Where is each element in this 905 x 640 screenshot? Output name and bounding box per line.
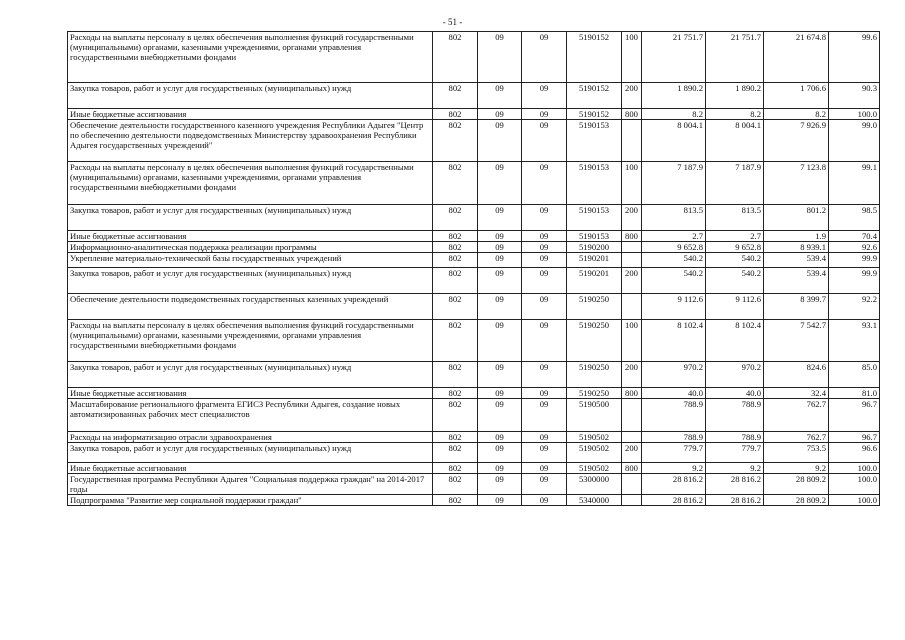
planned-amount-cell: 9 112.6 [642, 294, 706, 320]
ved-code-cell: 802 [433, 399, 478, 432]
table-row [68, 205, 880, 231]
subsection-code-cell: 09 [522, 83, 567, 109]
row-name-cell: Иные бюджетные ассигнования [68, 109, 433, 120]
table-row [68, 294, 880, 320]
table-row [68, 268, 880, 294]
target-article-cell: 5190250 [567, 320, 622, 362]
executed-amount-cell: 7 542.7 [764, 320, 829, 362]
refined-plan-cell: 2.7 [706, 231, 764, 242]
expense-type-cell [622, 120, 642, 162]
refined-plan-cell: 813.5 [706, 205, 764, 231]
planned-amount-cell: 9 652.8 [642, 242, 706, 253]
row-name-cell: Обеспечение деятельности подведомственных государственных казенных учреждений [68, 294, 433, 320]
planned-amount-cell: 813.5 [642, 205, 706, 231]
section-code-cell: 09 [478, 399, 522, 432]
table-row [68, 242, 880, 253]
percent-executed-cell: 96.7 [829, 432, 880, 443]
section-code-cell: 09 [478, 474, 522, 495]
ved-code-cell: 802 [433, 242, 478, 253]
section-code-cell: 09 [478, 362, 522, 388]
budget-table [67, 31, 880, 506]
subsection-code-cell: 09 [522, 268, 567, 294]
subsection-code-cell: 09 [522, 294, 567, 320]
planned-amount-cell: 1 890.2 [642, 83, 706, 109]
executed-amount-cell: 28 809.2 [764, 474, 829, 495]
ved-code-cell: 802 [433, 205, 478, 231]
table-row [68, 474, 880, 495]
target-article-cell: 5190152 [567, 83, 622, 109]
row-name-cell: Закупка товаров, работ и услуг для государственных (муниципальных) нужд [68, 362, 433, 388]
ved-code-cell: 802 [433, 162, 478, 205]
refined-plan-cell: 970.2 [706, 362, 764, 388]
row-name-cell: Закупка товаров, работ и услуг для государственных (муниципальных) нужд [68, 83, 433, 109]
target-article-cell: 5190153 [567, 162, 622, 205]
executed-amount-cell: 28 809.2 [764, 495, 829, 506]
section-code-cell: 09 [478, 242, 522, 253]
percent-executed-cell: 100.0 [829, 109, 880, 120]
planned-amount-cell: 779.7 [642, 443, 706, 463]
table-row [68, 83, 880, 109]
subsection-code-cell: 09 [522, 399, 567, 432]
target-article-cell: 5190502 [567, 463, 622, 474]
planned-amount-cell: 21 751.7 [642, 32, 706, 83]
subsection-code-cell: 09 [522, 320, 567, 362]
table-row [68, 162, 880, 205]
ved-code-cell: 802 [433, 109, 478, 120]
refined-plan-cell: 28 816.2 [706, 474, 764, 495]
expense-type-cell [622, 495, 642, 506]
expense-type-cell: 800 [622, 463, 642, 474]
row-name-cell: Государственная программа Республики Адыгея "Социальная поддержка граждан" на 2014-2017 годы [68, 474, 433, 495]
expense-type-cell: 800 [622, 231, 642, 242]
expense-type-cell [622, 253, 642, 268]
expense-type-cell [622, 399, 642, 432]
ved-code-cell: 802 [433, 32, 478, 83]
table-row [68, 120, 880, 162]
executed-amount-cell: 7 926.9 [764, 120, 829, 162]
section-code-cell: 09 [478, 388, 522, 399]
refined-plan-cell: 779.7 [706, 443, 764, 463]
planned-amount-cell: 8 004.1 [642, 120, 706, 162]
subsection-code-cell: 09 [522, 205, 567, 231]
row-name-cell: Расходы на выплаты персоналу в целях обеспечения выполнения функций государственными (муниципальными) органами, казенными учреждениями, органами управления государственными внебюджетными фондами [68, 162, 433, 205]
table-row [68, 399, 880, 432]
planned-amount-cell: 28 816.2 [642, 495, 706, 506]
ved-code-cell: 802 [433, 231, 478, 242]
expense-type-cell: 200 [622, 205, 642, 231]
target-article-cell: 5190201 [567, 268, 622, 294]
target-article-cell: 5340000 [567, 495, 622, 506]
target-article-cell: 5190153 [567, 205, 622, 231]
table-row [68, 443, 880, 463]
ved-code-cell: 802 [433, 495, 478, 506]
row-name-cell: Обеспечение деятельности государственного казенного учреждения Республики Адыгея "Центр по обеспечению деятельности подведомственных Министерству здравоохранения Республики Адыгея государственных учреждений" [68, 120, 433, 162]
percent-executed-cell: 99.9 [829, 268, 880, 294]
percent-executed-cell: 100.0 [829, 463, 880, 474]
subsection-code-cell: 09 [522, 463, 567, 474]
row-name-cell: Расходы на выплаты персоналу в целях обеспечения выполнения функций государственными (муниципальными) органами, казенными учреждениями, органами управления государственными внебюджетными фондами [68, 320, 433, 362]
row-name-cell: Расходы на выплаты персоналу в целях обеспечения выполнения функций государственными (муниципальными) органами, казенными учреждениями, органами управления государственными внебюджетными фондами [68, 32, 433, 83]
subsection-code-cell: 09 [522, 253, 567, 268]
row-name-cell: Закупка товаров, работ и услуг для государственных (муниципальных) нужд [68, 205, 433, 231]
section-code-cell: 09 [478, 253, 522, 268]
expense-type-cell: 100 [622, 162, 642, 205]
planned-amount-cell: 40.0 [642, 388, 706, 399]
subsection-code-cell: 09 [522, 432, 567, 443]
target-article-cell: 5300000 [567, 474, 622, 495]
ved-code-cell: 802 [433, 388, 478, 399]
section-code-cell: 09 [478, 231, 522, 242]
refined-plan-cell: 540.2 [706, 268, 764, 294]
percent-executed-cell: 99.0 [829, 120, 880, 162]
planned-amount-cell: 540.2 [642, 268, 706, 294]
table-row [68, 320, 880, 362]
target-article-cell: 5190153 [567, 231, 622, 242]
subsection-code-cell: 09 [522, 162, 567, 205]
ved-code-cell: 802 [433, 253, 478, 268]
section-code-cell: 09 [478, 83, 522, 109]
refined-plan-cell: 1 890.2 [706, 83, 764, 109]
ved-code-cell: 802 [433, 120, 478, 162]
target-article-cell: 5190250 [567, 362, 622, 388]
section-code-cell: 09 [478, 495, 522, 506]
refined-plan-cell: 788.9 [706, 432, 764, 443]
refined-plan-cell: 40.0 [706, 388, 764, 399]
section-code-cell: 09 [478, 320, 522, 362]
page-number: - 51 - [442, 17, 463, 27]
ved-code-cell: 802 [433, 320, 478, 362]
refined-plan-cell: 8 004.1 [706, 120, 764, 162]
executed-amount-cell: 824.6 [764, 362, 829, 388]
section-code-cell: 09 [478, 109, 522, 120]
target-article-cell: 5190201 [567, 253, 622, 268]
row-name-cell: Расходы на информатизацию отрасли здравоохранения [68, 432, 433, 443]
planned-amount-cell: 788.9 [642, 399, 706, 432]
ved-code-cell: 802 [433, 83, 478, 109]
row-name-cell: Закупка товаров, работ и услуг для государственных (муниципальных) нужд [68, 268, 433, 294]
percent-executed-cell: 99.6 [829, 32, 880, 83]
refined-plan-cell: 788.9 [706, 399, 764, 432]
planned-amount-cell: 970.2 [642, 362, 706, 388]
table-row [68, 32, 880, 83]
expense-type-cell [622, 474, 642, 495]
ved-code-cell: 802 [433, 294, 478, 320]
target-article-cell: 5190152 [567, 32, 622, 83]
refined-plan-cell: 28 816.2 [706, 495, 764, 506]
planned-amount-cell: 540.2 [642, 253, 706, 268]
refined-plan-cell: 21 751.7 [706, 32, 764, 83]
table-row [68, 432, 880, 443]
refined-plan-cell: 540.2 [706, 253, 764, 268]
refined-plan-cell: 9 112.6 [706, 294, 764, 320]
executed-amount-cell: 539.4 [764, 268, 829, 294]
expense-type-cell [622, 242, 642, 253]
executed-amount-cell: 7 123.8 [764, 162, 829, 205]
table-row [68, 253, 880, 268]
refined-plan-cell: 8.2 [706, 109, 764, 120]
percent-executed-cell: 96.6 [829, 443, 880, 463]
expense-type-cell: 200 [622, 83, 642, 109]
row-name-cell: Иные бюджетные ассигнования [68, 231, 433, 242]
section-code-cell: 09 [478, 294, 522, 320]
ved-code-cell: 802 [433, 443, 478, 463]
expense-type-cell: 200 [622, 362, 642, 388]
planned-amount-cell: 8.2 [642, 109, 706, 120]
row-name-cell: Иные бюджетные ассигнования [68, 463, 433, 474]
expense-type-cell: 200 [622, 268, 642, 294]
ved-code-cell: 802 [433, 432, 478, 443]
ved-code-cell: 802 [433, 362, 478, 388]
executed-amount-cell: 1.9 [764, 231, 829, 242]
table-row [68, 231, 880, 242]
subsection-code-cell: 09 [522, 231, 567, 242]
row-name-cell: Закупка товаров, работ и услуг для государственных (муниципальных) нужд [68, 443, 433, 463]
target-article-cell: 5190153 [567, 120, 622, 162]
subsection-code-cell: 09 [522, 120, 567, 162]
percent-executed-cell: 100.0 [829, 474, 880, 495]
section-code-cell: 09 [478, 205, 522, 231]
row-name-cell: Масштабирование регионального фрагмента ЕГИСЗ Республики Адыгея, создание новых автоматизированных рабочих мест специалистов [68, 399, 433, 432]
percent-executed-cell: 100.0 [829, 495, 880, 506]
section-code-cell: 09 [478, 443, 522, 463]
executed-amount-cell: 9.2 [764, 463, 829, 474]
executed-amount-cell: 762.7 [764, 432, 829, 443]
target-article-cell: 5190250 [567, 388, 622, 399]
target-article-cell: 5190200 [567, 242, 622, 253]
executed-amount-cell: 1 706.6 [764, 83, 829, 109]
target-article-cell: 5190152 [567, 109, 622, 120]
executed-amount-cell: 801.2 [764, 205, 829, 231]
row-name-cell: Подпрограмма "Развитие мер социальной поддержки граждан" [68, 495, 433, 506]
subsection-code-cell: 09 [522, 362, 567, 388]
expense-type-cell: 800 [622, 388, 642, 399]
planned-amount-cell: 2.7 [642, 231, 706, 242]
planned-amount-cell: 788.9 [642, 432, 706, 443]
ved-code-cell: 802 [433, 268, 478, 294]
executed-amount-cell: 8 399.7 [764, 294, 829, 320]
target-article-cell: 5190502 [567, 432, 622, 443]
percent-executed-cell: 81.0 [829, 388, 880, 399]
row-name-cell: Информационно-аналитическая поддержка реализации программы [68, 242, 433, 253]
table-row [68, 495, 880, 506]
section-code-cell: 09 [478, 162, 522, 205]
planned-amount-cell: 7 187.9 [642, 162, 706, 205]
section-code-cell: 09 [478, 268, 522, 294]
percent-executed-cell: 96.7 [829, 399, 880, 432]
row-name-cell: Укрепление материально-технической базы государственных учреждений [68, 253, 433, 268]
expense-type-cell [622, 294, 642, 320]
section-code-cell: 09 [478, 463, 522, 474]
percent-executed-cell: 90.3 [829, 83, 880, 109]
percent-executed-cell: 99.9 [829, 253, 880, 268]
subsection-code-cell: 09 [522, 388, 567, 399]
executed-amount-cell: 32.4 [764, 388, 829, 399]
expense-type-cell: 200 [622, 443, 642, 463]
target-article-cell: 5190502 [567, 443, 622, 463]
expense-type-cell: 100 [622, 32, 642, 83]
target-article-cell: 5190500 [567, 399, 622, 432]
table-row [68, 362, 880, 388]
percent-executed-cell: 92.2 [829, 294, 880, 320]
section-code-cell: 09 [478, 432, 522, 443]
percent-executed-cell: 70.4 [829, 231, 880, 242]
refined-plan-cell: 9.2 [706, 463, 764, 474]
section-code-cell: 09 [478, 120, 522, 162]
refined-plan-cell: 7 187.9 [706, 162, 764, 205]
subsection-code-cell: 09 [522, 495, 567, 506]
table-row [68, 388, 880, 399]
executed-amount-cell: 8 939.1 [764, 242, 829, 253]
executed-amount-cell: 753.5 [764, 443, 829, 463]
executed-amount-cell: 539.4 [764, 253, 829, 268]
table-body [68, 32, 880, 506]
expense-type-cell [622, 432, 642, 443]
executed-amount-cell: 762.7 [764, 399, 829, 432]
target-article-cell: 5190250 [567, 294, 622, 320]
subsection-code-cell: 09 [522, 474, 567, 495]
percent-executed-cell: 99.1 [829, 162, 880, 205]
refined-plan-cell: 8 102.4 [706, 320, 764, 362]
ved-code-cell: 802 [433, 463, 478, 474]
subsection-code-cell: 09 [522, 32, 567, 83]
percent-executed-cell: 98.5 [829, 205, 880, 231]
expense-type-cell: 100 [622, 320, 642, 362]
planned-amount-cell: 28 816.2 [642, 474, 706, 495]
table-row [68, 463, 880, 474]
section-code-cell: 09 [478, 32, 522, 83]
ved-code-cell: 802 [433, 474, 478, 495]
executed-amount-cell: 21 674.8 [764, 32, 829, 83]
subsection-code-cell: 09 [522, 109, 567, 120]
subsection-code-cell: 09 [522, 443, 567, 463]
percent-executed-cell: 93.1 [829, 320, 880, 362]
refined-plan-cell: 9 652.8 [706, 242, 764, 253]
executed-amount-cell: 8.2 [764, 109, 829, 120]
percent-executed-cell: 92.6 [829, 242, 880, 253]
row-name-cell: Иные бюджетные ассигнования [68, 388, 433, 399]
planned-amount-cell: 8 102.4 [642, 320, 706, 362]
subsection-code-cell: 09 [522, 242, 567, 253]
table-row [68, 109, 880, 120]
expense-type-cell: 800 [622, 109, 642, 120]
planned-amount-cell: 9.2 [642, 463, 706, 474]
percent-executed-cell: 85.0 [829, 362, 880, 388]
